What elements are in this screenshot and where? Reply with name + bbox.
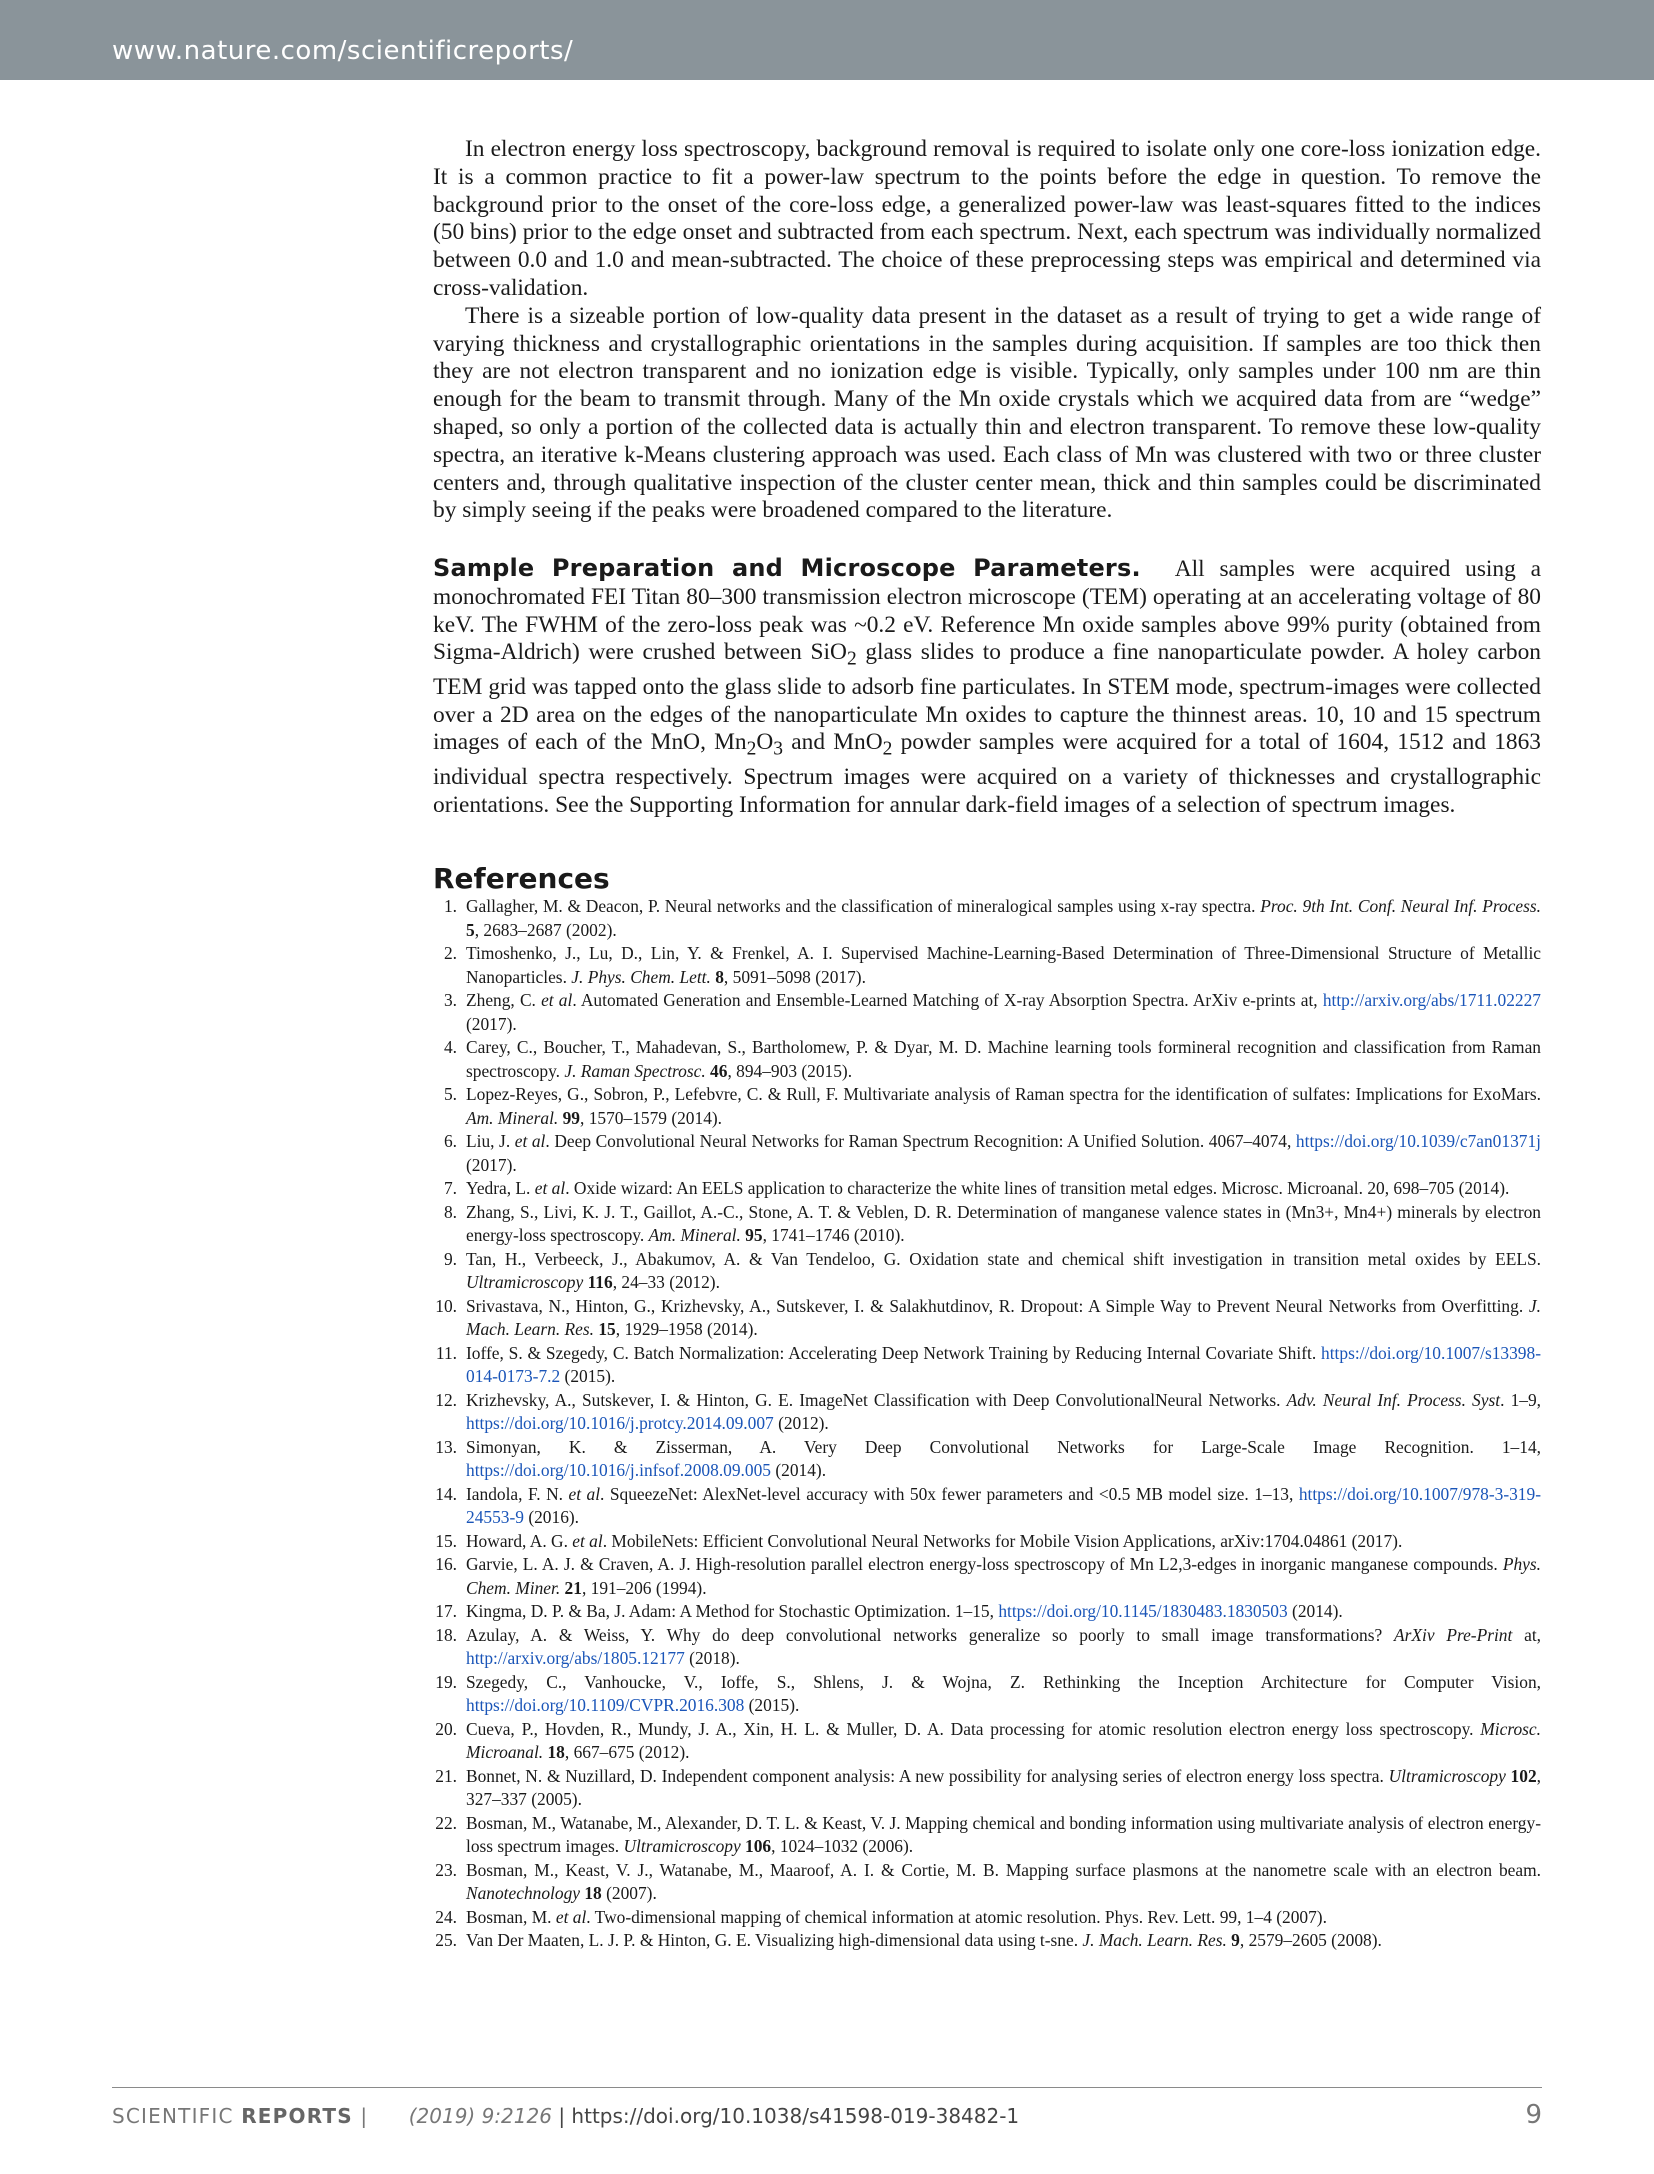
reference-pages: . Automated Generation and Ensemble-Learned Matching of X-ray Absorption Spectra. ArXiv e-prints at,	[572, 990, 1323, 1010]
reference-item	[433, 989, 1541, 1036]
reference-link[interactable]: https://doi.org/10.1109/CVPR.2016.308	[466, 1695, 745, 1715]
reference-pages: (2007).	[601, 1883, 657, 1903]
reference-item	[433, 1530, 1541, 1554]
reference-link[interactable]: https://doi.org/10.1039/c7an01371j	[1295, 1131, 1541, 1151]
reference-text	[466, 1036, 1541, 1083]
reference-year: (2016).	[523, 1507, 580, 1527]
reference-pages: , 191–206 (1994).	[581, 1577, 707, 1598]
reference-volume: 9	[1226, 1930, 1240, 1950]
reference-pages: , 327–337 (2005).	[466, 1765, 1542, 1809]
reference-item	[433, 942, 1541, 989]
reference-pages: , 894–903 (2015).	[727, 1060, 853, 1081]
reference-journal: J. Mach. Learn. Res.	[466, 1295, 1541, 1339]
reference-item	[433, 1812, 1541, 1859]
reference-item	[433, 1201, 1541, 1248]
reference-journal: et al	[514, 1131, 546, 1151]
reference-text	[466, 895, 1541, 942]
reference-item	[433, 1483, 1541, 1530]
reference-item	[433, 1036, 1541, 1083]
reference-text	[466, 942, 1541, 989]
reference-pages: , 2683–2687 (2002).	[474, 919, 617, 940]
reference-item	[433, 1600, 1541, 1624]
paragraph-low-quality-data: There is a sizeable portion of low-quality data present in the dataset as a result of trying to get a wide range of varying thickness and crystallographic orientations in the samples during acquisition. If samples are too thick then they are not electron transparent and no ionization edge is visible. Typically, only samples under 100 nm are thin enough for the beam to transmit through. Many of the Mn oxide crystals which we acquired data from are “wedge” shaped, so only a portion of the collected data is actually thin and electron transparent. To remove these low-quality spectra, an iterative k-Means clustering approach was used. Each class of Mn was clustered with two or three cluster centers and, through qualitative inspection of the cluster center mean, thick and thin samples could be discriminated by simply seeing if the peaks were broadened compared to the literature.	[433, 302, 1541, 524]
reference-authors-title: Bonnet, N. & Nuzillard, D. Independent component analysis: A new possibility for analysing series of electron energy loss spectra.	[466, 1765, 1389, 1786]
reference-journal: Ultramicroscopy	[623, 1836, 741, 1856]
reference-link[interactable]: http://arxiv.org/abs/1711.02227	[1322, 990, 1541, 1010]
reference-link[interactable]: https://doi.org/10.1007/s13398-014-0173-7.2	[466, 1342, 1541, 1386]
reference-item	[433, 1177, 1541, 1201]
reference-text	[466, 1248, 1541, 1295]
reference-text	[466, 1130, 1541, 1177]
reference-journal: et al	[568, 1483, 601, 1504]
reference-journal: ArXiv Pre-Print	[1394, 1624, 1513, 1645]
footer-citation: (2019) 9:2126	[408, 2104, 552, 2128]
reference-year: (2015).	[560, 1366, 616, 1386]
reference-authors-title: Carey, C., Boucher, T., Mahadevan, S., Bartholomew, P. & Dyar, M. D. Machine learning tools formineral recognition and classification from Raman spectroscopy.	[466, 1037, 1541, 1081]
reference-authors-title: Tan, H., Verbeeck, J., Abakumov, A. & Van Tendeloo, G. Oxidation state and chemical shift investigation in transition metal oxides by EELS.	[466, 1248, 1541, 1269]
reference-authors-title: Szegedy, C., Vanhoucke, V., Ioffe, S., Shlens, J. & Wojna, Z. Rethinking the Inception Architecture for Computer Vision,	[466, 1671, 1541, 1692]
reference-number: 6.	[443, 1131, 457, 1151]
reference-journal: Phys. Chem. Miner.	[466, 1554, 1541, 1598]
reference-journal: J. Mach. Learn. Res.	[1082, 1930, 1227, 1950]
reference-number: 14.	[435, 1483, 457, 1504]
reference-pages: , 1024–1032 (2006).	[771, 1836, 914, 1856]
reference-number: 13.	[435, 1436, 457, 1457]
reference-volume: 8	[710, 966, 724, 987]
reference-item	[433, 1624, 1541, 1671]
reference-year: (2014).	[771, 1460, 827, 1480]
reference-item	[433, 1671, 1541, 1718]
reference-item	[433, 1553, 1541, 1600]
reference-volume: 5	[466, 919, 475, 940]
reference-pages: , 1929–1958 (2014).	[615, 1319, 758, 1339]
reference-text	[466, 1342, 1541, 1389]
reference-text	[466, 1812, 1541, 1859]
reference-number: 17.	[435, 1601, 457, 1621]
reference-authors-title: Zhang, S., Livi, K. J. T., Gaillot, A.-C., Stone, A. T. & Veblen, D. R. Determination of manganese valence states in (Mn3+, Mn4+) minerals by electron energy-loss spectroscopy.	[466, 1201, 1541, 1245]
reference-item	[433, 1718, 1541, 1765]
reference-number: 20.	[435, 1718, 457, 1739]
reference-number: 15.	[435, 1530, 457, 1551]
reference-text	[466, 1624, 1541, 1671]
reference-pages: , 5091–5098 (2017).	[723, 966, 866, 987]
page-number: 9	[1525, 2100, 1542, 2130]
reference-text	[466, 1859, 1541, 1906]
reference-authors-title: Garvie, L. A. J. & Craven, A. J. High-resolution parallel electron energy-loss spectroscopy of Mn L2,3-edges in inorganic manganese compounds.	[466, 1554, 1503, 1574]
reference-authors-title: Lopez-Reyes, G., Sobron, P., Lefebvre, C. & Rull, F. Multivariate analysis of Raman spectra for the identification of sulfates: Implications for ExoMars.	[466, 1084, 1541, 1104]
reference-number: 4.	[443, 1037, 457, 1057]
reference-number: 25.	[435, 1930, 457, 1950]
reference-text	[466, 1083, 1541, 1130]
reference-text	[466, 1671, 1541, 1718]
reference-journal: J. Phys. Chem. Lett.	[571, 966, 711, 987]
reference-year: (2015).	[744, 1695, 800, 1715]
reference-link[interactable]: https://doi.org/10.1007/978-3-319-24553-9	[466, 1483, 1541, 1527]
section-heading: Sample Preparation and Microscope Parameters.	[433, 554, 1141, 582]
reference-authors-title: Bosman, M., Keast, V. J., Watanabe, M., Maaroof, A. I. & Cortie, M. B. Mapping surface plasmons at the nanometre scale with an electron beam.	[466, 1859, 1541, 1880]
reference-number: 16.	[435, 1554, 457, 1574]
footer	[112, 2104, 1019, 2128]
reference-number: 7.	[443, 1178, 457, 1198]
reference-authors-title: Zheng, C.	[466, 990, 542, 1010]
reference-pages: , 1570–1579 (2014).	[580, 1107, 723, 1128]
reference-year: (2017).	[466, 1013, 517, 1034]
reference-text	[466, 1295, 1541, 1342]
reference-text	[466, 989, 1541, 1036]
reference-number: 22.	[435, 1812, 457, 1833]
reference-link[interactable]: http://arxiv.org/abs/1805.12177	[466, 1648, 685, 1668]
reference-number: 3.	[443, 990, 457, 1010]
reference-text	[466, 1929, 1541, 1953]
reference-text	[466, 1718, 1541, 1765]
reference-journal: et al	[534, 1178, 566, 1198]
reference-pages: . Two-dimensional mapping of chemical information at atomic resolution. Phys. Rev. Lett. 99, 1–4 (2007).	[586, 1906, 1327, 1927]
reference-volume: 99	[558, 1107, 581, 1128]
reference-authors-title: Liu, J.	[466, 1131, 515, 1151]
reference-pages: . MobileNets: Efficient Convolutional Neural Networks for Mobile Vision Applications, arXiv:1704.04861 (2017).	[602, 1530, 1403, 1551]
reference-number: 19.	[435, 1671, 457, 1692]
reference-authors-title: Srivastava, N., Hinton, G., Krizhevsky, A., Sutskever, I. & Salakhutdinov, R. Dropout: A Simple Way to Prevent Neural Networks from Overfitting.	[466, 1295, 1529, 1316]
reference-number: 24.	[435, 1906, 457, 1927]
reference-authors-title: Bosman, M., Watanabe, M., Alexander, D. T. L. & Keast, V. J. Mapping chemical and bonding information using multivariate analysis of electron energy-loss spectrum images.	[466, 1812, 1541, 1856]
reference-number: 18.	[435, 1624, 457, 1645]
reference-pages: . 1–9,	[1500, 1389, 1541, 1410]
reference-number: 2.	[443, 943, 457, 963]
reference-item	[433, 1436, 1541, 1483]
reference-item	[433, 1342, 1541, 1389]
reference-list	[433, 895, 1541, 1953]
reference-journal: Microsc. Microanal.	[466, 1718, 1541, 1762]
reference-item	[433, 1083, 1541, 1130]
footer-doi[interactable]: | https://doi.org/10.1038/s41598-019-38482-1	[551, 2104, 1020, 2128]
reference-volume: 106	[740, 1836, 772, 1856]
reference-text	[466, 1765, 1541, 1812]
reference-item	[433, 1906, 1541, 1930]
reference-number: 1.	[443, 896, 457, 916]
reference-item	[433, 1765, 1541, 1812]
reference-volume: 102	[1505, 1765, 1537, 1786]
reference-authors-title: Kingma, D. P. & Ba, J. Adam: A Method for Stochastic Optimization. 1–15,	[466, 1601, 999, 1621]
reference-number: 8.	[443, 1201, 457, 1222]
reference-text	[466, 1436, 1541, 1483]
reference-number: 12.	[435, 1389, 457, 1410]
reference-authors-title: Timoshenko, J., Lu, D., Lin, Y. & Frenkel, A. I. Supervised Machine-Learning-Based Determination of Three-Dimensional Structure of Metallic Nanoparticles.	[466, 943, 1541, 987]
reference-link[interactable]: https://doi.org/10.1016/j.protcy.2014.09.007	[466, 1413, 774, 1433]
reference-number: 21.	[435, 1765, 457, 1786]
reference-authors-title: Howard, A. G.	[466, 1530, 573, 1551]
reference-volume: 46	[705, 1060, 728, 1081]
reference-volume: 116	[583, 1272, 613, 1292]
reference-number: 23.	[435, 1859, 457, 1880]
reference-journal: Am. Mineral.	[466, 1107, 559, 1128]
journal-url[interactable]: www.nature.com/scientificreports/	[112, 36, 574, 66]
paragraph-preprocessing: In electron energy loss spectroscopy, background removal is required to isolate only one core-loss ionization edge. It is a common practice to fit a power-law spectrum to the points before the edge in question. To remove the background prior to the onset of the core-loss edge, a generalized power-law was least-squares fitted to the indices (50 bins) prior to the edge onset and subtracted from each spectrum. Next, each spectrum was individually normalized between 0.0 and 1.0 and mean-subtracted. The choice of these preprocessing steps was empirical and determined via cross-validation.	[433, 136, 1541, 301]
header-bar	[0, 0, 1654, 80]
reference-text	[466, 1483, 1541, 1530]
reference-pages: . SqueezeNet: AlexNet-level accuracy with 50x fewer parameters and <0.5 MB model size. 1–13,	[600, 1483, 1299, 1504]
footer-divider	[112, 2087, 1542, 2088]
reference-volume: 18	[579, 1883, 602, 1903]
section-paragraph: Sample Preparation and Microscope Parameters. All samples were acquired using a monochromated FEI Titan 80–300 transmission electron microscope (TEM) operating at an accelerating voltage of 80 keV. The FWHM of the zero-loss peak was ~0.2 eV. Reference Mn oxide samples above 99% purity (obtained from Sigma-Aldrich) were crushed between SiO$_2$ glass slides to produce a fine nanoparticulate powder. A holey carbon TEM grid was tapped onto the glass slide to adsorb fine particulates. In STEM mode, spectrum-images were collected over a 2D area on the edges of the nanoparticulate Mn oxides to capture the thinnest areas. 10, 10 and 15 spectrum images of each of the MnO, $Mn_2O_3$ and MnO$_2$ powder samples were acquired for a total of 1604, 1512 and 1863 individual spectra respectively. Spectrum images were acquired on a variety of thicknesses and crystallographic orientations. See the Supporting Information for annular dark-field images of a selection of spectrum images.	[433, 554, 1542, 818]
reference-pages: at,	[1512, 1624, 1542, 1645]
reference-pages: , 24–33 (2012).	[612, 1272, 720, 1292]
reference-number: 10.	[435, 1295, 457, 1316]
reference-text	[466, 1201, 1541, 1248]
reference-item	[433, 1389, 1541, 1436]
reference-volume: 15	[594, 1319, 616, 1339]
reference-pages: , 2579–2605 (2008).	[1239, 1930, 1382, 1950]
reference-text	[466, 1600, 1541, 1624]
reference-item	[433, 1130, 1541, 1177]
reference-text	[466, 1177, 1541, 1201]
reference-authors-title: Cueva, P., Hovden, R., Mundy, J. A., Xin, H. L. & Muller, D. A. Data processing for atomic resolution electron energy loss spectroscopy.	[466, 1718, 1481, 1739]
reference-journal: Nanotechnology	[466, 1883, 580, 1903]
reference-journal: Ultramicroscopy	[466, 1272, 584, 1292]
reference-number: 9.	[443, 1248, 457, 1269]
reference-text	[466, 1530, 1541, 1554]
reference-authors-title: Azulay, A. & Weiss, Y. Why do deep convolutional networks generalize so poorly to small image transformations?	[466, 1624, 1394, 1645]
reference-pages: . Deep Convolutional Neural Networks for Raman Spectrum Recognition: A Unified Solution. 4067–4074,	[545, 1131, 1296, 1151]
reference-journal: et al	[555, 1906, 587, 1927]
journal-brand: SCIENTIFIC REPORTS |	[112, 2104, 369, 2128]
reference-authors-title: Bosman, M.	[466, 1906, 556, 1927]
reference-item	[433, 895, 1541, 942]
references-heading: References	[433, 862, 610, 895]
reference-journal: et al	[541, 990, 573, 1010]
reference-authors-title: Ioffe, S. & Szegedy, C. Batch Normalization: Accelerating Deep Network Training by Reducing Internal Covariate Shift.	[466, 1342, 1322, 1363]
reference-year: (2014).	[1287, 1601, 1343, 1621]
reference-number: 11.	[435, 1342, 457, 1363]
reference-item	[433, 1295, 1541, 1342]
reference-item	[433, 1929, 1541, 1953]
reference-authors-title: Gallagher, M. & Deacon, P. Neural networks and the classification of mineralogical samples using x-ray spectra.	[466, 896, 1261, 916]
reference-link[interactable]: https://doi.org/10.1145/1830483.1830503	[998, 1601, 1288, 1621]
reference-journal: et al	[572, 1530, 603, 1551]
reference-authors-title: Simonyan, K. & Zisserman, A. Very Deep Convolutional Networks for Large-Scale Image Recognition. 1–14,	[466, 1436, 1541, 1457]
reference-authors-title: Iandola, F. N.	[466, 1483, 569, 1504]
reference-year: (2017).	[466, 1154, 517, 1175]
section-sample-prep	[433, 555, 1541, 820]
reference-journal: Ultramicroscopy	[1388, 1765, 1506, 1786]
reference-pages: , 1741–1746 (2010).	[762, 1225, 905, 1245]
reference-year: (2012).	[773, 1413, 829, 1433]
reference-item	[433, 1248, 1541, 1295]
reference-year: (2018).	[684, 1648, 740, 1668]
reference-authors-title: Krizhevsky, A., Sutskever, I. & Hinton, G. E. ImageNet Classification with Deep ConvolutionalNeural Networks.	[466, 1389, 1287, 1410]
body-text	[433, 136, 1541, 525]
reference-text	[466, 1389, 1541, 1436]
reference-volume: 21	[560, 1577, 582, 1598]
reference-journal: Am. Mineral.	[648, 1225, 741, 1245]
reference-number: 5.	[443, 1084, 457, 1104]
reference-pages: , 667–675 (2012).	[564, 1742, 690, 1762]
reference-pages: . Oxide wizard: An EELS application to characterize the white lines of transition metal edges. Microsc. Microanal. 20, 698–705 (2014).	[565, 1178, 1510, 1198]
reference-volume: 18	[543, 1742, 565, 1762]
reference-text	[466, 1553, 1541, 1600]
reference-authors-title: Van Der Maaten, L. J. P. & Hinton, G. E. Visualizing high-dimensional data using t-sne.	[466, 1930, 1083, 1950]
reference-journal: Proc. 9th Int. Conf. Neural Inf. Process.	[1260, 896, 1542, 916]
reference-item	[433, 1859, 1541, 1906]
reference-authors-title: Yedra, L.	[466, 1178, 535, 1198]
reference-text	[466, 1906, 1541, 1930]
reference-link[interactable]: https://doi.org/10.1016/j.infsof.2008.09.005	[466, 1460, 771, 1480]
reference-journal: Adv. Neural Inf. Process. Syst	[1286, 1389, 1501, 1410]
reference-journal: J. Raman Spectrosc.	[564, 1060, 706, 1081]
reference-volume: 95	[740, 1225, 763, 1245]
